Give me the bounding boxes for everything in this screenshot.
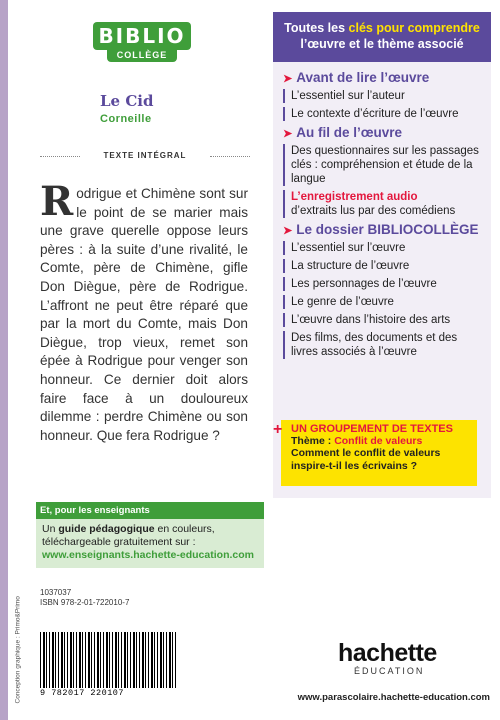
design-credit: Conception graphique : Primo&Primo xyxy=(14,596,22,704)
dotted-rule-left xyxy=(40,156,80,157)
list-item: Des films, des documents et des livres associés à l’œuvre xyxy=(283,331,487,359)
list-item: Le genre de l’œuvre xyxy=(283,295,487,309)
arrow-right-icon: ➤ xyxy=(283,225,293,237)
list-item: Le contexte d’écriture de l’œuvre xyxy=(283,107,487,121)
teacher-url-link[interactable]: www.enseignants.hachette-education.com xyxy=(42,549,254,561)
arrow-right-icon: ➤ xyxy=(283,128,293,140)
book-title: Le Cid xyxy=(100,92,154,110)
teacher-line2: téléchargeable gratuitement sur : xyxy=(42,536,196,548)
codes-block xyxy=(40,588,140,608)
list-item: L’œuvre dans l’histoire des arts xyxy=(283,313,487,327)
list-item: Les personnages de l’œuvre xyxy=(283,277,487,291)
groupement-question: Comment le conflit de valeurs inspire-t-il les écrivains ? xyxy=(291,447,441,472)
edition-label xyxy=(40,148,250,168)
barcode-bars xyxy=(40,632,178,688)
list-item: L’essentiel sur l’œuvre xyxy=(283,241,487,255)
barcode-digits: 9 782017 220107 xyxy=(40,688,125,698)
section-title-during: ➤ Au fil de l’œuvre xyxy=(283,125,402,140)
groupement-title: UN GROUPEMENT DE TEXTES xyxy=(291,423,453,435)
dotted-rule-right xyxy=(210,156,250,157)
section-title-before: ➤ Avant de lire l’œuvre xyxy=(283,70,430,85)
logo-college-text: COLLÈGE xyxy=(107,48,177,62)
list-item-audio: L’enregistrement audio d’extraits lus par des comédiens xyxy=(283,190,487,218)
bibliocollege-logo xyxy=(93,22,191,68)
teacher-heading: Et, pour les enseignants xyxy=(36,502,264,519)
summary-paragraph xyxy=(40,178,248,445)
groupement-theme: Thème : Conflit de valeurs xyxy=(291,435,423,447)
list-item: La structure de l’œuvre xyxy=(283,259,487,273)
plus-icon: + xyxy=(273,421,283,438)
list-item: Des questionnaires sur les passages clés : compréhension et étude de la langue xyxy=(283,144,487,186)
groupement-theme-value: Conflit de valeurs xyxy=(334,435,423,447)
publisher-brand: hachette xyxy=(338,639,437,667)
teacher-box xyxy=(36,502,264,568)
barcode xyxy=(40,632,178,696)
summary-dropcap: R xyxy=(40,178,74,225)
groupement-box xyxy=(273,420,477,486)
teacher-line1: Un guide pédagogique en couleurs, xyxy=(42,523,215,535)
edition-text: TEXTE INTÉGRAL xyxy=(103,151,187,160)
isbn-code: ISBN 978-2-01-722010-7 xyxy=(40,598,130,607)
teacher-guide-bold: guide pédagogique xyxy=(58,523,155,535)
panel-heading-highlight: clés pour comprendre xyxy=(348,21,480,35)
arrow-right-icon: ➤ xyxy=(283,73,293,85)
summary-text: odrigue et Chimène sont sur le point de se marier mais une grave querelle oppose leurs pères : à la suite d’une rivalité, le Comte, père de Chimène, gifle Don Diègue, père de Rodrigue. L’affront ne peut être réparé que par la mort du Comte, mais Don Diègue, trop vieux, remet son épée à Rodrigue pour venger son honneur. Ce dernier doit alors faire face à un douloureux dilemme : perdre Chimène ou son honneur. Que fera Rodrigue ? xyxy=(40,186,248,443)
publisher-website-link[interactable]: www.parascolaire.hachette-education.com xyxy=(297,692,490,703)
ref-code: 1037037 xyxy=(40,588,72,597)
list-item: L’essentiel sur l’auteur xyxy=(283,89,487,103)
section-title-dossier: ➤ Le dossier BIBLIOCOLLÈGE xyxy=(283,222,479,237)
publisher-division: ÉDUCATION xyxy=(354,666,425,676)
book-author: Corneille xyxy=(100,113,152,125)
left-decorative-stripe xyxy=(0,0,8,720)
panel-heading: Toutes les clés pour comprendre l’œuvre et le thème associé xyxy=(273,12,491,62)
publisher-logo xyxy=(338,640,478,676)
panel-body xyxy=(283,68,487,363)
logo-biblio-text: BIBLIO xyxy=(93,22,191,50)
